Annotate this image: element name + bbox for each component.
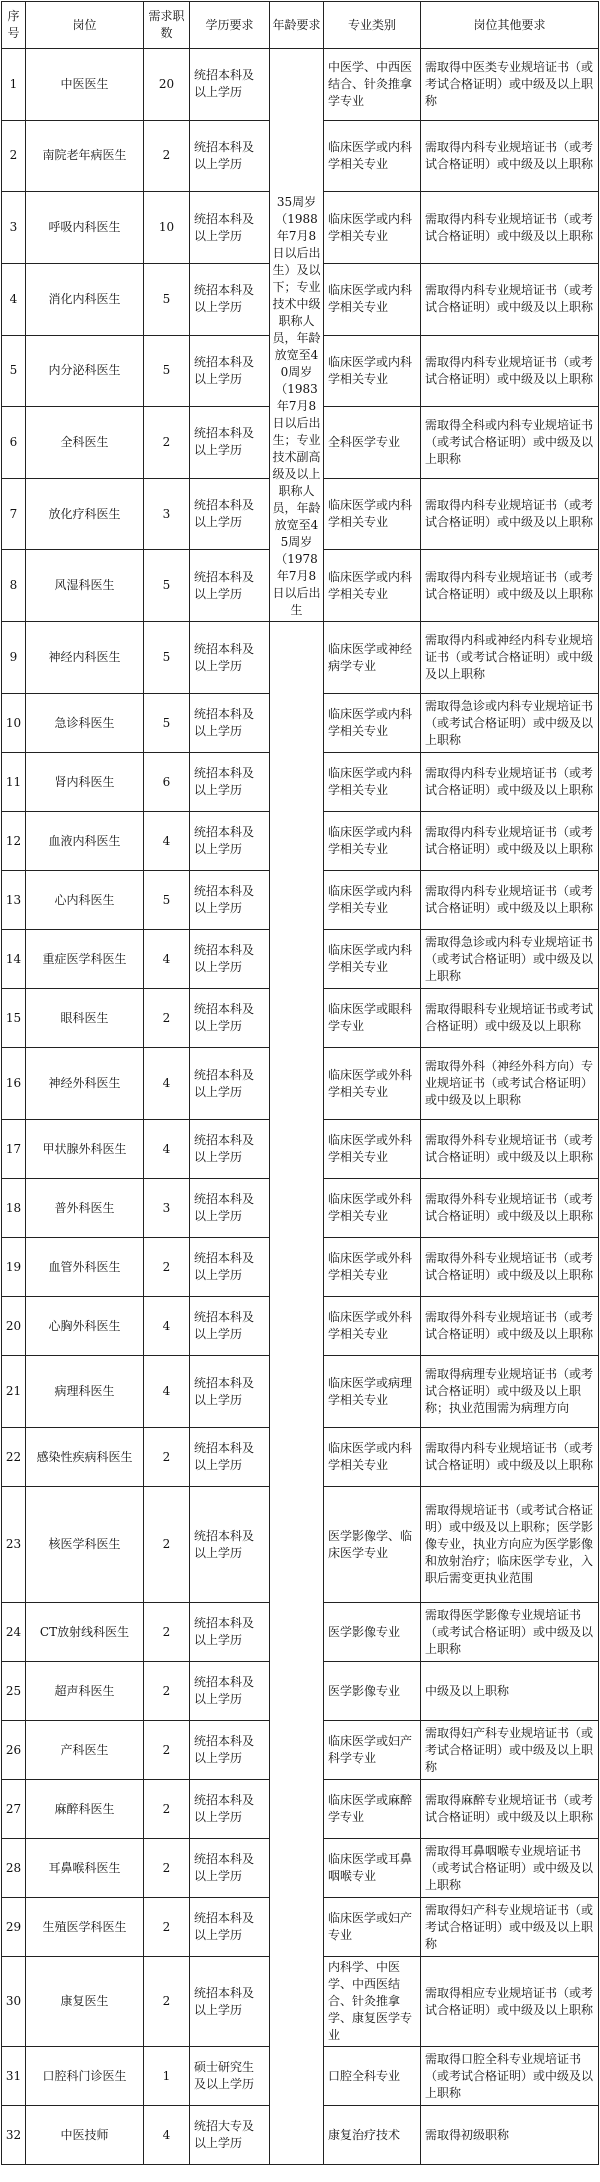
- headcount: 5: [144, 335, 190, 407]
- post-name: 生殖医学科医生: [26, 1898, 144, 1957]
- headcount: 4: [144, 1356, 190, 1428]
- header-age: 年龄要求: [270, 2, 324, 49]
- education-requirement: 统招本科及以上学历: [190, 1120, 270, 1179]
- age-requirement-continued: [270, 622, 324, 2165]
- major-category: 医学影像专业: [324, 1603, 421, 1662]
- major-category: 临床医学或妇产科学专业: [324, 1721, 421, 1780]
- row-number: 18: [2, 1179, 26, 1238]
- post-name: 心内科医生: [26, 871, 144, 930]
- education-requirement: 统招本科及以上学历: [190, 1603, 270, 1662]
- major-category: 临床医学或内科学相关专业: [324, 930, 421, 989]
- education-requirement: 统招本科及以上学历: [190, 49, 270, 121]
- education-requirement: 统招本科及以上学历: [190, 1238, 270, 1297]
- headcount: 5: [144, 871, 190, 930]
- post-name: 病理科医生: [26, 1356, 144, 1428]
- education-requirement: 统招本科及以上学历: [190, 263, 270, 335]
- major-category: 临床医学或外科学相关专业: [324, 1048, 421, 1120]
- other-requirements: 中级及以上职称: [421, 1662, 599, 1721]
- headcount: 2: [144, 120, 190, 192]
- post-name: 甲状腺外科医生: [26, 1120, 144, 1179]
- headcount: 4: [144, 1120, 190, 1179]
- age-requirement: 35周岁（1988年7月8日以后出生）及以下；专业技术中级职称人员，年龄放宽至40周岁（1983年7月8日以后出生；专业技术副高级及以上职称人员，年龄放宽至45周岁（1978年7月8日以后出生: [270, 49, 324, 622]
- post-name: 中医技师: [26, 2106, 144, 2165]
- major-category: 临床医学或内科学相关专业: [324, 192, 421, 264]
- education-requirement: 统招本科及以上学历: [190, 1297, 270, 1356]
- headcount: 10: [144, 192, 190, 264]
- major-category: 临床医学或内科学相关专业: [324, 550, 421, 622]
- other-requirements: 需取得麻醉专业规培证书（或考试合格证明）或中级及以上职称: [421, 1780, 599, 1839]
- headcount: 2: [144, 989, 190, 1048]
- row-number: 15: [2, 989, 26, 1048]
- row-number: 13: [2, 871, 26, 930]
- major-category: 临床医学或内科学相关专业: [324, 812, 421, 871]
- post-name: 普外科医生: [26, 1179, 144, 1238]
- headcount: 3: [144, 478, 190, 550]
- headcount: 2: [144, 1957, 190, 2047]
- other-requirements: 需取得规培证书（或考试合格证明）或中级及以上职称；医学影像专业，执业方向应为医学影像和放射治疗；临床医学专业，入职后需变更执业范围: [421, 1487, 599, 1603]
- row-number: 9: [2, 622, 26, 694]
- row-number: 14: [2, 930, 26, 989]
- row-number: 8: [2, 550, 26, 622]
- headcount: 4: [144, 930, 190, 989]
- headcount: 2: [144, 1603, 190, 1662]
- post-name: 消化内科医生: [26, 263, 144, 335]
- major-category: 医学影像学、临床医学专业: [324, 1487, 421, 1603]
- row-number: 1: [2, 49, 26, 121]
- education-requirement: 统招本科及以上学历: [190, 478, 270, 550]
- recruitment-table: [1, 1, 599, 2165]
- major-category: 临床医学或病理学相关专业: [324, 1356, 421, 1428]
- other-requirements: 需取得中医类专业规培证书（或考试合格证明）或中级及以上职称: [421, 49, 599, 121]
- other-requirements: 需取得外科专业规培证书（或考试合格证明）或中级及以上职称: [421, 1238, 599, 1297]
- other-requirements: 需取得耳鼻咽喉专业规培证书（或考试合格证明）或中级及以上职称: [421, 1839, 599, 1898]
- row-number: 10: [2, 694, 26, 753]
- major-category: 医学影像专业: [324, 1662, 421, 1721]
- major-category: 临床医学或内科学相关专业: [324, 478, 421, 550]
- education-requirement: 统招本科及以上学历: [190, 1721, 270, 1780]
- row-number: 7: [2, 478, 26, 550]
- other-requirements: 需取得内科或神经内科专业规培证书（或考试合格证明）或中级及以上职称: [421, 622, 599, 694]
- post-name: 重症医学科医生: [26, 930, 144, 989]
- headcount: 5: [144, 263, 190, 335]
- headcount: 4: [144, 1297, 190, 1356]
- post-name: 南院老年病医生: [26, 120, 144, 192]
- education-requirement: 统招本科及以上学历: [190, 1179, 270, 1238]
- other-requirements: 需取得妇产科专业规培证书（或考试合格证明）或中级及以上职称: [421, 1898, 599, 1957]
- headcount: 2: [144, 1898, 190, 1957]
- education-requirement: 统招本科及以上学历: [190, 1957, 270, 2047]
- major-category: 康复治疗技术: [324, 2106, 421, 2165]
- other-requirements: 需取得内科专业规培证书（或考试合格证明）或中级及以上职称: [421, 120, 599, 192]
- education-requirement: 统招本科及以上学历: [190, 1356, 270, 1428]
- headcount: 2: [144, 1662, 190, 1721]
- other-requirements: 需取得病理专业规培证书（或考试合格证明）或中级及以上职称；执业范围需为病理方向: [421, 1356, 599, 1428]
- education-requirement: 统招本科及以上学历: [190, 407, 270, 479]
- headcount: 5: [144, 694, 190, 753]
- major-category: 临床医学或外科学相关专业: [324, 1297, 421, 1356]
- headcount: 2: [144, 1428, 190, 1487]
- other-requirements: 需取得外科（神经外科方向）专业规培证书（或考试合格证明）或中级及以上职称: [421, 1048, 599, 1120]
- post-name: 内分泌科医生: [26, 335, 144, 407]
- row-number: 20: [2, 1297, 26, 1356]
- row-number: 29: [2, 1898, 26, 1957]
- education-requirement: 统招本科及以上学历: [190, 930, 270, 989]
- major-category: 临床医学或内科学相关专业: [324, 263, 421, 335]
- row-number: 25: [2, 1662, 26, 1721]
- other-requirements: 需取得妇产科专业规培证书（或考试合格证明）或中级及以上职称: [421, 1721, 599, 1780]
- major-category: 临床医学或外科学相关专业: [324, 1179, 421, 1238]
- row-number: 32: [2, 2106, 26, 2165]
- header-other: 岗位其他要求: [421, 2, 599, 49]
- other-requirements: 需取得全科或内科专业规培证书（或考试合格证明）或中级及以上职称: [421, 407, 599, 479]
- row-number: 27: [2, 1780, 26, 1839]
- post-name: 康复医生: [26, 1957, 144, 2047]
- major-category: 临床医学或内科学相关专业: [324, 1428, 421, 1487]
- post-name: 产科医生: [26, 1721, 144, 1780]
- major-category: 临床医学或耳鼻咽喉专业: [324, 1839, 421, 1898]
- major-category: 全科医学专业: [324, 407, 421, 479]
- header-education: 学历要求: [190, 2, 270, 49]
- major-category: 中医学、中西医结合、针灸推拿学专业: [324, 49, 421, 121]
- row-number: 2: [2, 120, 26, 192]
- row-number: 17: [2, 1120, 26, 1179]
- row-number: 5: [2, 335, 26, 407]
- education-requirement: 统招本科及以上学历: [190, 1662, 270, 1721]
- row-number: 28: [2, 1839, 26, 1898]
- header-count: 需求职数: [144, 2, 190, 49]
- post-name: 神经内科医生: [26, 622, 144, 694]
- row-number: 21: [2, 1356, 26, 1428]
- post-name: 血液内科医生: [26, 812, 144, 871]
- education-requirement: 统招本科及以上学历: [190, 1898, 270, 1957]
- row-number: 23: [2, 1487, 26, 1603]
- major-category: 临床医学或内科学相关专业: [324, 335, 421, 407]
- education-requirement: 统招本科及以上学历: [190, 1839, 270, 1898]
- headcount: 6: [144, 753, 190, 812]
- post-name: 神经外科医生: [26, 1048, 144, 1120]
- table-row: [2, 622, 599, 694]
- other-requirements: 需取得内科专业规培证书（或考试合格证明）或中级及以上职称: [421, 550, 599, 622]
- major-category: 临床医学或外科学相关专业: [324, 1238, 421, 1297]
- major-category: 临床医学或麻醉学专业: [324, 1780, 421, 1839]
- headcount: 4: [144, 1048, 190, 1120]
- major-category: 临床医学或内科学相关专业: [324, 753, 421, 812]
- other-requirements: 需取得内科专业规培证书（或考试合格证明）或中级及以上职称: [421, 1428, 599, 1487]
- major-category: 临床医学或内科学相关专业: [324, 871, 421, 930]
- post-name: 心胸外科医生: [26, 1297, 144, 1356]
- other-requirements: 需取得口腔全科专业规培证书（或考试合格证明）或中级及以上职称: [421, 2047, 599, 2106]
- other-requirements: 需取得医学影像专业规培证书（或考试合格证明）或中级及以上职称: [421, 1603, 599, 1662]
- other-requirements: 需取得内科专业规培证书（或考试合格证明）或中级及以上职称: [421, 335, 599, 407]
- other-requirements: 需取得外科专业规培证书（或考试合格证明）或中级及以上职称: [421, 1179, 599, 1238]
- other-requirements: 需取得急诊或内科专业规培证书（或考试合格证明）或中级及以上职称: [421, 694, 599, 753]
- headcount: 3: [144, 1179, 190, 1238]
- other-requirements: 需取得外科专业规培证书（或考试合格证明）或中级及以上职称: [421, 1297, 599, 1356]
- row-number: 4: [2, 263, 26, 335]
- post-name: CT放射线科医生: [26, 1603, 144, 1662]
- row-number: 26: [2, 1721, 26, 1780]
- post-name: 眼科医生: [26, 989, 144, 1048]
- post-name: 耳鼻喉科医生: [26, 1839, 144, 1898]
- header-post: 岗位: [26, 2, 144, 49]
- row-number: 22: [2, 1428, 26, 1487]
- headcount: 1: [144, 2047, 190, 2106]
- other-requirements: 需取得眼科专业规培证书或考试合格证明）或中级及以上职称: [421, 989, 599, 1048]
- post-name: 呼吸内科医生: [26, 192, 144, 264]
- major-category: 临床医学或眼科学专业: [324, 989, 421, 1048]
- headcount: 2: [144, 1780, 190, 1839]
- major-category: 临床医学或内科学相关专业: [324, 694, 421, 753]
- post-name: 中医医生: [26, 49, 144, 121]
- post-name: 口腔科门诊医生: [26, 2047, 144, 2106]
- education-requirement: 统招本科及以上学历: [190, 622, 270, 694]
- other-requirements: 需取得内科专业规培证书（或考试合格证明）或中级及以上职称: [421, 478, 599, 550]
- row-number: 24: [2, 1603, 26, 1662]
- row-number: 16: [2, 1048, 26, 1120]
- row-number: 12: [2, 812, 26, 871]
- other-requirements: 需取得内科专业规培证书（或考试合格证明）或中级及以上职称: [421, 871, 599, 930]
- major-category: 临床医学或内科学相关专业: [324, 120, 421, 192]
- major-category: 临床医学或外科学相关专业: [324, 1120, 421, 1179]
- headcount: 4: [144, 812, 190, 871]
- table-body: [2, 49, 599, 2165]
- education-requirement: 统招大专及以上学历: [190, 2106, 270, 2165]
- major-category: 临床医学或妇产专业: [324, 1898, 421, 1957]
- headcount: 2: [144, 1487, 190, 1603]
- headcount: 5: [144, 550, 190, 622]
- row-number: 6: [2, 407, 26, 479]
- post-name: 感染性疾病科医生: [26, 1428, 144, 1487]
- header-no: 序号: [2, 2, 26, 49]
- major-category: 内科学、中医学、中西医结合、针灸推拿学、康复医学专业: [324, 1957, 421, 2047]
- education-requirement: 统招本科及以上学历: [190, 335, 270, 407]
- other-requirements: 需取得内科专业规培证书（或考试合格证明）或中级及以上职称: [421, 263, 599, 335]
- post-name: 超声科医生: [26, 1662, 144, 1721]
- headcount: 20: [144, 49, 190, 121]
- education-requirement: 统招本科及以上学历: [190, 120, 270, 192]
- other-requirements: 需取得相应专业规培证书（或考试合格证明）或中级及以上职称: [421, 1957, 599, 2047]
- headcount: 2: [144, 1238, 190, 1297]
- education-requirement: 统招本科及以上学历: [190, 1780, 270, 1839]
- education-requirement: 统招本科及以上学历: [190, 989, 270, 1048]
- row-number: 30: [2, 1957, 26, 2047]
- headcount: 4: [144, 2106, 190, 2165]
- other-requirements: 需取得急诊或内科专业规培证书（或考试合格证明）或中级及以上职称: [421, 930, 599, 989]
- other-requirements: 需取得外科专业规培证书（或考试合格证明）或中级及以上职称: [421, 1120, 599, 1179]
- education-requirement: 统招本科及以上学历: [190, 1048, 270, 1120]
- row-number: 3: [2, 192, 26, 264]
- post-name: 急诊科医生: [26, 694, 144, 753]
- table-row: [2, 49, 599, 121]
- post-name: 肾内科医生: [26, 753, 144, 812]
- post-name: 血管外科医生: [26, 1238, 144, 1297]
- header-major: 专业类别: [324, 2, 421, 49]
- row-number: 19: [2, 1238, 26, 1297]
- education-requirement: 统招本科及以上学历: [190, 1487, 270, 1603]
- post-name: 核医学科医生: [26, 1487, 144, 1603]
- other-requirements: 需取得内科专业规培证书（或考试合格证明）或中级及以上职称: [421, 753, 599, 812]
- major-category: 临床医学或神经病学专业: [324, 622, 421, 694]
- headcount: 2: [144, 407, 190, 479]
- post-name: 放化疗科医生: [26, 478, 144, 550]
- education-requirement: 硕士研究生及以上学历: [190, 2047, 270, 2106]
- other-requirements: 需取得内科专业规培证书（或考试合格证明）或中级及以上职称: [421, 812, 599, 871]
- education-requirement: 统招本科及以上学历: [190, 694, 270, 753]
- headcount: 2: [144, 1721, 190, 1780]
- other-requirements: 需取得初级职称: [421, 2106, 599, 2165]
- education-requirement: 统招本科及以上学历: [190, 550, 270, 622]
- headcount: 5: [144, 622, 190, 694]
- header-row: [2, 2, 599, 49]
- row-number: 11: [2, 753, 26, 812]
- education-requirement: 统招本科及以上学历: [190, 812, 270, 871]
- post-name: 全科医生: [26, 407, 144, 479]
- row-number: 31: [2, 2047, 26, 2106]
- education-requirement: 统招本科及以上学历: [190, 192, 270, 264]
- major-category: 口腔全科专业: [324, 2047, 421, 2106]
- post-name: 风湿科医生: [26, 550, 144, 622]
- education-requirement: 统招本科及以上学历: [190, 871, 270, 930]
- post-name: 麻醉科医生: [26, 1780, 144, 1839]
- education-requirement: 统招本科及以上学历: [190, 1428, 270, 1487]
- education-requirement: 统招本科及以上学历: [190, 753, 270, 812]
- other-requirements: 需取得内科专业规培证书（或考试合格证明）或中级及以上职称: [421, 192, 599, 264]
- headcount: 2: [144, 1839, 190, 1898]
